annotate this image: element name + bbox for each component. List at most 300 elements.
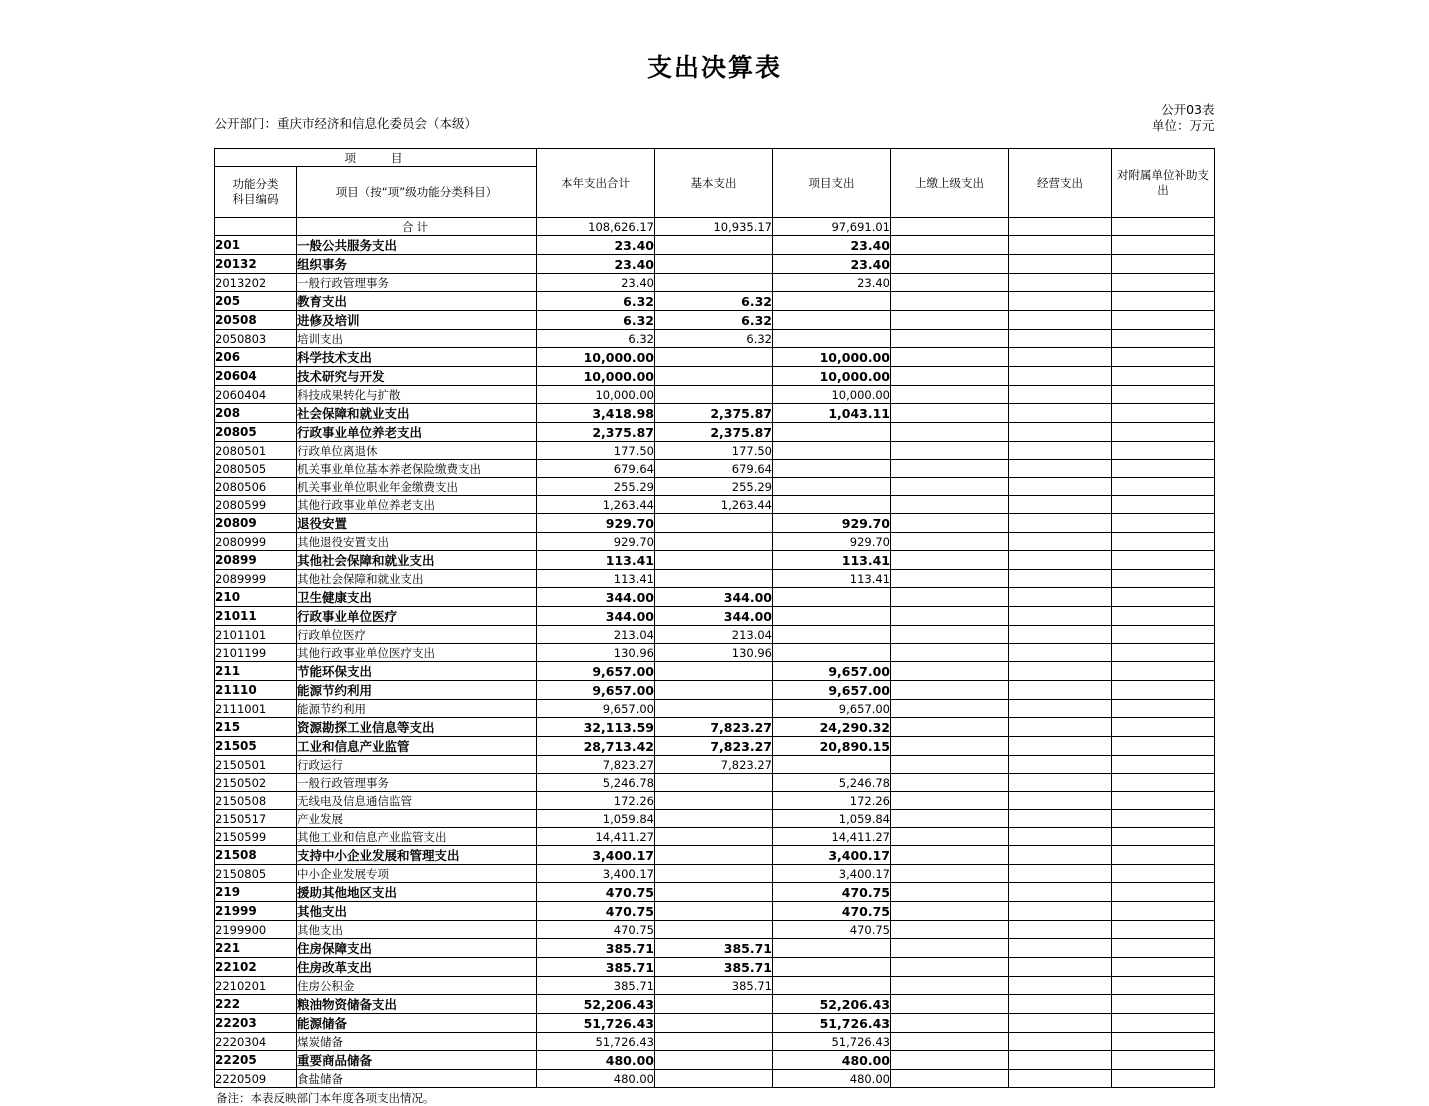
row-name: 节能环保支出 [297,662,537,681]
row-project [773,588,891,607]
row-name: 其他行政事业单位医疗支出 [297,644,537,662]
row-name: 退役安置 [297,514,537,533]
row-project: 14,411.27 [773,828,891,846]
row-code: 2220509 [215,1070,297,1088]
row-code: 2150599 [215,828,297,846]
row-project [773,330,891,348]
table-row [215,570,1215,588]
row-code: 201 [215,236,297,255]
row-name: 其他行政事业单位养老支出 [297,496,537,514]
row-name: 培训支出 [297,330,537,348]
row-name: 技术研究与开发 [297,367,537,386]
row-name: 社会保障和就业支出 [297,404,537,423]
row-name: 工业和信息产业监管 [297,737,537,756]
table-row [215,478,1215,496]
row-subsidy [1112,478,1215,496]
row-subsidy [1112,626,1215,644]
row-total: 3,400.17 [537,865,655,883]
row-upper [891,311,1009,330]
row-operating [1009,995,1112,1014]
row-total: 10,000.00 [537,348,655,367]
row-upper [891,995,1009,1014]
row-subsidy [1112,792,1215,810]
row-upper [891,792,1009,810]
table-row [215,846,1215,865]
table-row [215,681,1215,700]
row-subsidy [1112,218,1215,236]
row-operating [1009,1070,1112,1088]
row-subsidy [1112,330,1215,348]
row-operating [1009,274,1112,292]
row-project: 470.75 [773,921,891,939]
row-subsidy [1112,588,1215,607]
row-upper [891,588,1009,607]
table-row [215,423,1215,442]
row-subsidy [1112,846,1215,865]
row-code: 21110 [215,681,297,700]
header-code-line2: 科目编码 [232,192,279,206]
row-upper [891,1070,1009,1088]
row-operating [1009,442,1112,460]
row-operating [1009,883,1112,902]
table-row [215,626,1215,644]
table-row [215,883,1215,902]
row-basic: 7,823.27 [655,718,773,737]
row-basic: 2,375.87 [655,423,773,442]
table-row [215,662,1215,681]
row-code: 221 [215,939,297,958]
row-basic: 385.71 [655,939,773,958]
row-project: 23.40 [773,274,891,292]
row-basic [655,792,773,810]
row-upper [891,1014,1009,1033]
row-total: 9,657.00 [537,681,655,700]
row-operating [1009,1051,1112,1070]
row-total: 9,657.00 [537,700,655,718]
row-code: 219 [215,883,297,902]
row-total: 23.40 [537,255,655,274]
row-name: 煤炭储备 [297,1033,537,1051]
row-operating [1009,828,1112,846]
row-project: 52,206.43 [773,995,891,1014]
row-total: 470.75 [537,883,655,902]
row-subsidy [1112,718,1215,737]
row-code: 2150501 [215,756,297,774]
row-operating [1009,810,1112,828]
row-total: 6.32 [537,330,655,348]
row-project: 172.26 [773,792,891,810]
table-row [215,274,1215,292]
row-operating [1009,756,1112,774]
row-operating [1009,681,1112,700]
row-code: 2080505 [215,460,297,478]
row-code: 208 [215,404,297,423]
row-upper [891,533,1009,551]
row-operating [1009,330,1112,348]
row-name: 科技成果转化与扩散 [297,386,537,404]
row-code: 2210201 [215,977,297,995]
row-code: 222 [215,995,297,1014]
row-upper [891,404,1009,423]
row-total: 385.71 [537,977,655,995]
row-project: 470.75 [773,883,891,902]
row-upper [891,551,1009,570]
row-basic [655,865,773,883]
table-row [215,588,1215,607]
row-name: 其他支出 [297,921,537,939]
row-operating [1009,367,1112,386]
row-project: 20,890.15 [773,737,891,756]
row-total: 10,000.00 [537,367,655,386]
row-basic: 130.96 [655,644,773,662]
row-project: 23.40 [773,236,891,255]
row-code: 2080501 [215,442,297,460]
header-project: 项目支出 [773,149,891,218]
row-upper [891,570,1009,588]
row-project: 9,657.00 [773,681,891,700]
row-name: 机关事业单位基本养老保险缴费支出 [297,460,537,478]
row-code: 2111001 [215,700,297,718]
row-operating [1009,1014,1112,1033]
table-body [215,218,1215,1088]
row-basic [655,700,773,718]
row-total: 130.96 [537,644,655,662]
row-operating [1009,496,1112,514]
row-subsidy [1112,1070,1215,1088]
row-subsidy [1112,644,1215,662]
row-operating [1009,846,1112,865]
row-operating [1009,939,1112,958]
row-project: 113.41 [773,570,891,588]
row-total: 10,000.00 [537,386,655,404]
row-name: 能源节约利用 [297,681,537,700]
row-total: 679.64 [537,460,655,478]
row-operating [1009,718,1112,737]
row-subsidy [1112,700,1215,718]
table-row [215,737,1215,756]
row-code: 215 [215,718,297,737]
row-subsidy [1112,921,1215,939]
row-total: 344.00 [537,607,655,626]
row-upper [891,236,1009,255]
row-operating [1009,292,1112,311]
row-basic [655,828,773,846]
row-upper [891,958,1009,977]
row-subsidy [1112,828,1215,846]
row-subsidy [1112,496,1215,514]
row-subsidy [1112,662,1215,681]
row-basic [655,570,773,588]
row-upper [891,496,1009,514]
row-subsidy [1112,883,1215,902]
row-code: 21505 [215,737,297,756]
row-total: 23.40 [537,236,655,255]
table-row [215,810,1215,828]
row-basic: 385.71 [655,977,773,995]
row-project: 480.00 [773,1051,891,1070]
row-basic [655,846,773,865]
row-basic [655,1051,773,1070]
row-name: 其他社会保障和就业支出 [297,551,537,570]
row-upper [891,737,1009,756]
table-row [215,514,1215,533]
row-code: 2080599 [215,496,297,514]
row-subsidy [1112,1014,1215,1033]
row-upper [891,255,1009,274]
row-subsidy [1112,681,1215,700]
row-code: 2150508 [215,792,297,810]
table-row [215,792,1215,810]
row-operating [1009,533,1112,551]
row-upper [891,681,1009,700]
row-total: 2,375.87 [537,423,655,442]
row-basic [655,348,773,367]
row-subsidy [1112,274,1215,292]
row-name: 其他工业和信息产业监管支出 [297,828,537,846]
table-row [215,1033,1215,1051]
row-upper [891,478,1009,496]
row-basic [655,367,773,386]
row-code: 2089999 [215,570,297,588]
row-total: 3,400.17 [537,846,655,865]
row-operating [1009,774,1112,792]
row-basic [655,274,773,292]
row-code: 20805 [215,423,297,442]
row-operating [1009,737,1112,756]
row-upper [891,774,1009,792]
row-basic: 385.71 [655,958,773,977]
row-project: 51,726.43 [773,1014,891,1033]
table-row [215,644,1215,662]
row-code: 2050803 [215,330,297,348]
row-code: 21011 [215,607,297,626]
row-project: 3,400.17 [773,846,891,865]
row-total: 51,726.43 [537,1033,655,1051]
row-total: 344.00 [537,588,655,607]
table-row [215,1070,1215,1088]
row-name: 行政事业单位医疗 [297,607,537,626]
table-row [215,404,1215,423]
row-total: 172.26 [537,792,655,810]
row-operating [1009,478,1112,496]
row-subsidy [1112,404,1215,423]
row-total: 929.70 [537,514,655,533]
row-basic [655,681,773,700]
row-upper [891,1033,1009,1051]
row-upper [891,442,1009,460]
row-total: 51,726.43 [537,1014,655,1033]
row-basic [655,551,773,570]
row-subsidy [1112,348,1215,367]
row-total: 14,411.27 [537,828,655,846]
row-upper [891,386,1009,404]
table-header [215,149,1215,218]
row-name: 资源勘探工业信息等支出 [297,718,537,737]
row-basic [655,514,773,533]
row-subsidy [1112,292,1215,311]
row-code: 22203 [215,1014,297,1033]
row-code: 2080999 [215,533,297,551]
row-basic: 7,823.27 [655,756,773,774]
row-code: 22205 [215,1051,297,1070]
row-project: 113.41 [773,551,891,570]
row-total: 5,246.78 [537,774,655,792]
table-row [215,367,1215,386]
row-code: 2199900 [215,921,297,939]
row-project [773,423,891,442]
header-code-line1: 功能分类 [232,177,279,191]
row-total: 385.71 [537,939,655,958]
row-project [773,442,891,460]
row-total: 23.40 [537,274,655,292]
row-upper [891,902,1009,921]
row-code: 20508 [215,311,297,330]
table-row [215,718,1215,737]
row-name: 住房改革支出 [297,958,537,977]
table-row [215,995,1215,1014]
table-row [215,460,1215,478]
row-code: 2150502 [215,774,297,792]
row-name: 卫生健康支出 [297,588,537,607]
row-subsidy [1112,311,1215,330]
row-name: 行政运行 [297,756,537,774]
row-upper [891,460,1009,478]
row-subsidy [1112,423,1215,442]
row-operating [1009,792,1112,810]
row-project [773,958,891,977]
row-upper [891,423,1009,442]
row-basic: 6.32 [655,311,773,330]
table-row [215,1014,1215,1033]
header-total: 本年支出合计 [537,149,655,218]
header-item-group: 项 目 [215,149,537,167]
row-code: 2101199 [215,644,297,662]
table-row [215,977,1215,995]
row-upper [891,218,1009,236]
table-row [215,292,1215,311]
row-subsidy [1112,977,1215,995]
row-basic [655,1014,773,1033]
row-operating [1009,570,1112,588]
row-code [215,218,297,236]
table-row [215,348,1215,367]
row-basic: 344.00 [655,607,773,626]
table-row [215,902,1215,921]
table-row [215,921,1215,939]
row-operating [1009,404,1112,423]
row-subsidy [1112,958,1215,977]
row-project [773,478,891,496]
row-project: 10,000.00 [773,386,891,404]
row-name: 一般行政管理事务 [297,774,537,792]
row-basic: 213.04 [655,626,773,644]
row-code: 211 [215,662,297,681]
row-name: 其他社会保障和就业支出 [297,570,537,588]
row-code: 2013202 [215,274,297,292]
row-name: 行政事业单位养老支出 [297,423,537,442]
row-basic: 679.64 [655,460,773,478]
row-operating [1009,236,1112,255]
row-total: 213.04 [537,626,655,644]
row-code: 206 [215,348,297,367]
row-total: 28,713.42 [537,737,655,756]
row-basic [655,236,773,255]
table-row [215,311,1215,330]
row-basic: 255.29 [655,478,773,496]
row-operating [1009,551,1112,570]
row-total: 108,626.17 [537,218,655,236]
row-name: 无线电及信息通信监管 [297,792,537,810]
row-code: 2150517 [215,810,297,828]
row-subsidy [1112,902,1215,921]
table-row [215,236,1215,255]
row-total: 113.41 [537,570,655,588]
row-project: 23.40 [773,255,891,274]
row-project [773,496,891,514]
row-upper [891,921,1009,939]
row-total: 3,418.98 [537,404,655,423]
row-code: 20809 [215,514,297,533]
row-total: 929.70 [537,533,655,551]
row-operating [1009,588,1112,607]
row-name: 重要商品储备 [297,1051,537,1070]
row-code: 210 [215,588,297,607]
table-row [215,330,1215,348]
row-total: 480.00 [537,1070,655,1088]
table-row [215,865,1215,883]
row-operating [1009,958,1112,977]
row-project: 10,000.00 [773,367,891,386]
row-total: 1,059.84 [537,810,655,828]
row-operating [1009,865,1112,883]
row-total: 52,206.43 [537,995,655,1014]
row-operating [1009,1033,1112,1051]
row-subsidy [1112,737,1215,756]
row-basic [655,1033,773,1051]
row-operating [1009,644,1112,662]
row-project [773,607,891,626]
row-upper [891,700,1009,718]
row-project: 24,290.32 [773,718,891,737]
row-project: 5,246.78 [773,774,891,792]
row-basic: 1,263.44 [655,496,773,514]
row-project: 97,691.01 [773,218,891,236]
row-upper [891,939,1009,958]
row-upper [891,756,1009,774]
table-row [215,939,1215,958]
row-project: 51,726.43 [773,1033,891,1051]
row-name: 组织事务 [297,255,537,274]
unit-note: 单位：万元 [1151,118,1215,133]
row-name: 机关事业单位职业年金缴费支出 [297,478,537,496]
row-project: 9,657.00 [773,700,891,718]
row-project: 1,059.84 [773,810,891,828]
row-subsidy [1112,939,1215,958]
table-row [215,607,1215,626]
row-subsidy [1112,607,1215,626]
table-row-total [215,218,1215,236]
row-subsidy [1112,442,1215,460]
row-upper [891,846,1009,865]
row-subsidy [1112,255,1215,274]
row-operating [1009,700,1112,718]
row-total: 177.50 [537,442,655,460]
header-subsidy: 对附属单位补助支出 [1112,149,1215,218]
row-code: 2060404 [215,386,297,404]
table-row [215,828,1215,846]
row-subsidy [1112,810,1215,828]
row-total: 7,823.27 [537,756,655,774]
